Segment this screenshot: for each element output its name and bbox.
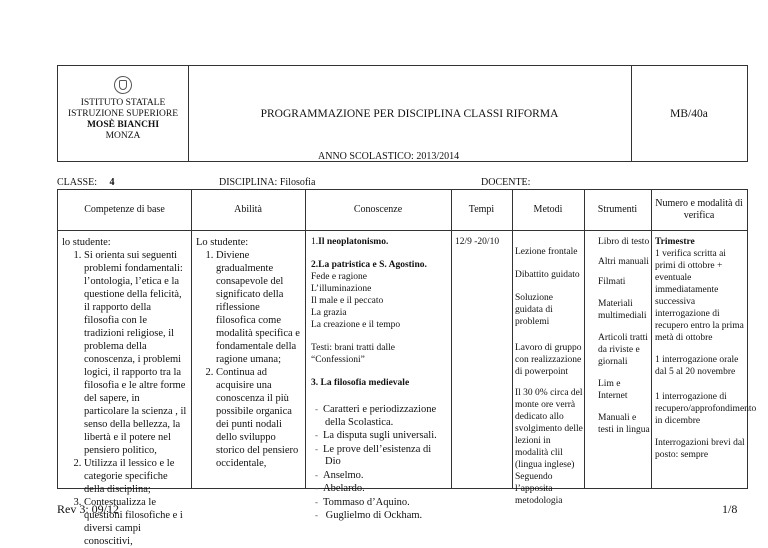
list-item: 2. Utilizza il lessico e le categorie specifiche della disciplina; bbox=[84, 457, 187, 496]
list-item: Lim e Internet bbox=[598, 379, 628, 401]
list-item: Interrogazioni brevi dal posto: sempre bbox=[655, 438, 745, 460]
list-item: 1 verifica scritta ai primi di ottobre + eventuale immediatamente successiva interrogazione di recupero entro la prima metà di ottobre bbox=[655, 249, 744, 343]
section-1 bbox=[311, 236, 448, 248]
col-metodi: Metodi bbox=[533, 204, 563, 215]
section-3-list bbox=[311, 403, 448, 523]
document-header bbox=[57, 65, 748, 162]
school-line-1: ISTITUTO STATALE bbox=[80, 98, 166, 108]
verifica-title: Trimestre bbox=[655, 237, 695, 247]
list-item: La creazione e il tempo bbox=[311, 320, 401, 330]
list-item: Articoli tratti da riviste e giornali bbox=[598, 333, 648, 367]
list-item: Materiali multimediali bbox=[598, 299, 647, 321]
abilita-cell bbox=[196, 236, 301, 470]
list-item: Lezione frontale bbox=[515, 247, 578, 257]
list-item: Libro di testo bbox=[598, 237, 650, 247]
list-item: Lavoro di gruppo con realizzazione di powerpoint bbox=[515, 343, 582, 377]
school-name: MOSÈ BIANCHI bbox=[86, 120, 160, 130]
revision-label: Rev 3: 09/12 bbox=[57, 502, 119, 516]
col-tempi: Tempi bbox=[468, 204, 495, 215]
list-item: - Le prove dell’esistenza di Dio bbox=[325, 443, 448, 469]
classe-key: CLASSE: bbox=[57, 177, 98, 188]
list-item: - Abelardo. bbox=[325, 482, 448, 496]
col-abilita: Abilità bbox=[234, 204, 262, 215]
document-title: PROGRAMMAZIONE PER DISCIPLINA CLASSI RIFORMA bbox=[188, 66, 632, 161]
col-verifica: Numero e modalità di verifica bbox=[655, 198, 743, 221]
classe-value: 4 bbox=[109, 177, 115, 188]
list-item: L’illuminazione bbox=[311, 284, 372, 294]
school-line-2: ISTRUZIONE SUPERIORE bbox=[67, 109, 179, 119]
list-item: - La disputa sugli universali. bbox=[325, 429, 448, 443]
list-item: Filmati bbox=[598, 277, 626, 287]
list-item: Il male e il peccato bbox=[311, 296, 384, 306]
list-item: La grazia bbox=[311, 308, 347, 318]
col-strumenti: Strumenti bbox=[597, 204, 638, 215]
list-item: - Anselmo. bbox=[325, 469, 448, 483]
school-city: MONZA bbox=[105, 131, 141, 141]
document-code: MB/40a bbox=[670, 107, 708, 120]
list-item: 1. Diviene gradualmente consapevole del significato della riflessione filosofica come modalità specifica e fondamentale della ragione umana; bbox=[216, 249, 301, 366]
metodi-cell bbox=[515, 246, 583, 507]
list-item: Manuali e testi in lingua bbox=[598, 413, 650, 435]
list-item: 1 interrogazione di recupero/approfondimento in dicembre bbox=[655, 392, 757, 426]
list-item: - Guglielmo di Ockham. bbox=[325, 509, 448, 523]
docente: DOCENTE: bbox=[481, 177, 531, 188]
republic-emblem-icon bbox=[114, 76, 132, 94]
anno-scolastico: ANNO SCOLASTICO: 2013/2014 bbox=[318, 151, 460, 162]
competenze-intro: lo studente: bbox=[62, 237, 111, 248]
list-item: - Caratteri e periodizzazione della Scolastica. bbox=[325, 403, 448, 429]
list-item: Soluzione guidata di problemi bbox=[515, 293, 553, 327]
list-item: - Tommaso d’Aquino. bbox=[325, 496, 448, 510]
section-2-title: 2.La patristica e S. Agostino. bbox=[311, 260, 427, 270]
conoscenze-cell bbox=[311, 236, 448, 523]
list-item: 3. Contestualizza le questioni filosofiche e i diversi campi conoscitivi, bbox=[84, 496, 187, 548]
col-conoscenze: Conoscenze bbox=[353, 204, 403, 215]
disciplina: DISCIPLINA: Filosofia bbox=[219, 177, 316, 188]
list-item: 1 interrogazione orale dal 5 al 20 novembre bbox=[655, 355, 739, 377]
col-competenze: Competenze di base bbox=[84, 204, 165, 215]
list-item: 2. Continua ad acquisire una conoscenza il più possibile organica dei punti nodali dello sviluppo storico del pensiero occidentale, bbox=[216, 366, 301, 470]
classe-label bbox=[57, 177, 115, 188]
section-3-title: 3. La filosofia medievale bbox=[311, 378, 410, 388]
testi-note: Testi: brani tratti dalle “Confessioni” bbox=[311, 343, 396, 365]
abilita-list bbox=[196, 249, 301, 470]
list-item: 1. Si orienta sui seguenti problemi fondamentali: l’ontologia, l’etica e la questione della felicità, il rapporto della filosofia con le tradizioni religiose, il problema della conoscenza, i problemi logici, il rapporto tra la filosofia e le altre forme del sapere, in particolare la scienza , il senso della bellezza, la libertà e il potere nel pensiero politico, bbox=[84, 249, 187, 457]
strumenti-cell bbox=[598, 236, 650, 436]
tempi-cell: 12/9 -20/10 bbox=[455, 237, 500, 247]
page-number: 1/8 bbox=[722, 502, 738, 516]
section-1-title: Il neoplatonismo. bbox=[318, 237, 389, 247]
list-item: Il 30 0% circa del monte ore verrà dedicato allo svolgimento delle lezioni in modalità clil (lingua inglese) Seguendo l’apposita metodologia bbox=[515, 388, 583, 506]
list-item: Altri manuali bbox=[598, 257, 649, 267]
list-item: Fede e ragione bbox=[311, 272, 367, 282]
list-item: Dibattito guidato bbox=[515, 270, 580, 280]
abilita-intro: Lo studente: bbox=[196, 237, 249, 248]
school-block bbox=[58, 66, 189, 161]
verifica-cell bbox=[655, 236, 757, 461]
section-1-number: 1. bbox=[311, 237, 319, 247]
